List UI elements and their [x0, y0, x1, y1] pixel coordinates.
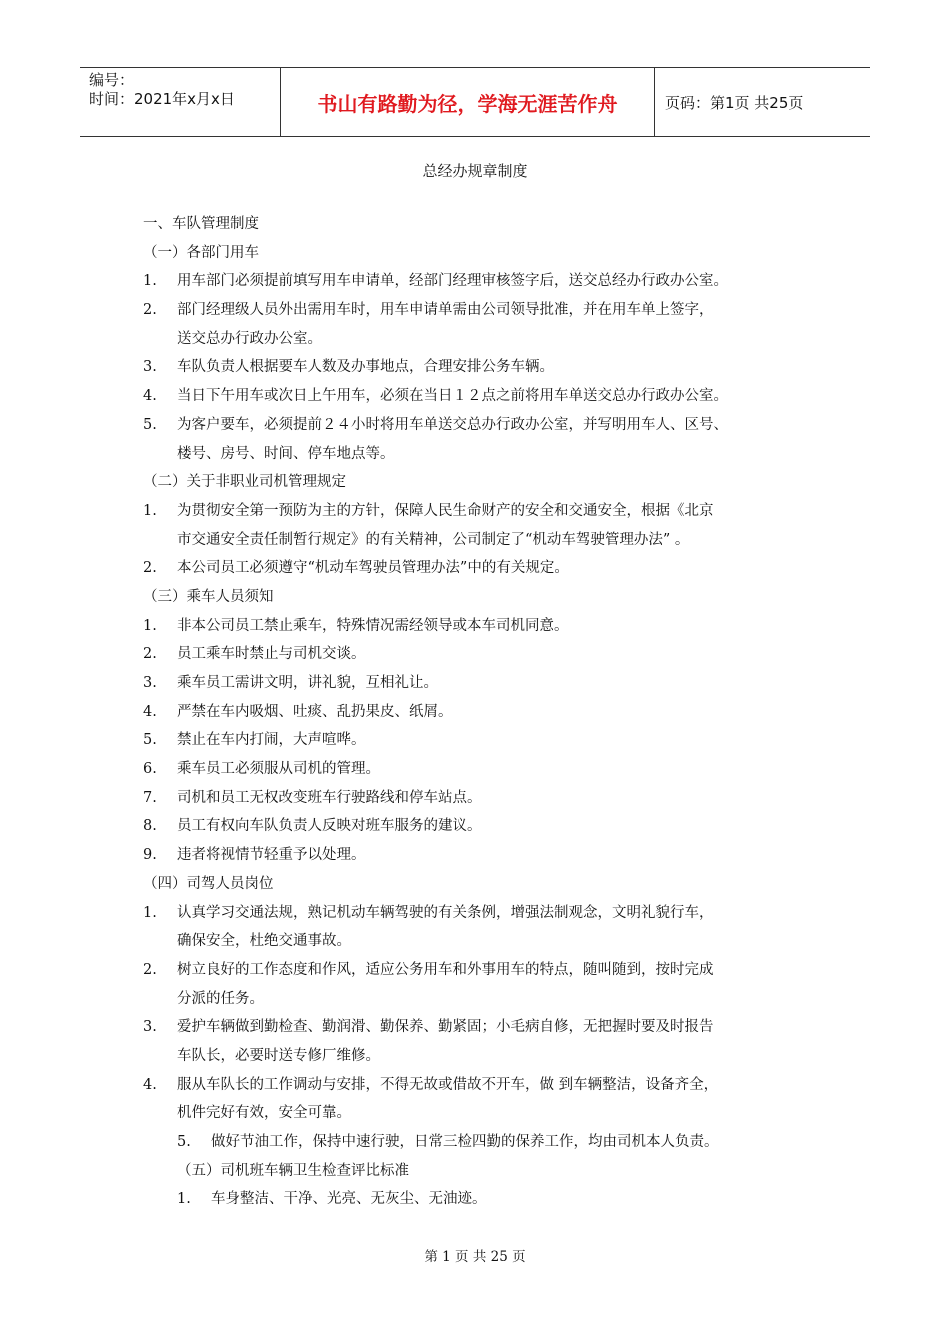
line-text: 爱护车辆做到勤检查、勤润滑、勤保养、勤紧固；小毛病自修，无把握时要及时报告 [177, 1019, 714, 1036]
list-item-number: 3. [143, 359, 157, 376]
line-text: 违者将视情节轻重予以处理。 [177, 847, 366, 864]
list-item-number: 6. [143, 761, 157, 778]
text-line [143, 956, 833, 985]
line-text: 车队长，必要时送专修厂维修。 [177, 1047, 380, 1064]
text-line [143, 1128, 833, 1157]
line-text: （四）司驾人员岗位 [143, 875, 274, 892]
text-line [143, 1013, 833, 1042]
header-motto: 书山有路勤为径，学海无涯苦作舟 [281, 68, 655, 136]
text-line [143, 1071, 833, 1100]
text-line [143, 296, 833, 325]
text-line [143, 325, 833, 354]
line-text: （五）司机班车辆卫生检查评比标准 [177, 1162, 409, 1179]
header-meta [80, 68, 281, 136]
list-item-number: 2. [143, 961, 157, 978]
document-date-label: 时间：2021年x月x日 [89, 90, 235, 108]
list-item-number: 2. [143, 646, 157, 663]
page-header [80, 67, 870, 137]
line-text: 非本公司员工禁止乘车，特殊情况需经领导或本车司机同意。 [177, 617, 569, 634]
page-footer: 第 1 页 共 25 页 [424, 1249, 526, 1265]
line-text: 认真学习交通法规，熟记机动车辆驾驶的有关条例，增强法制观念，文明礼貌行车， [177, 904, 714, 921]
line-text: 用车部门必须提前填写用车申请单，经部门经理审核签字后，送交总经办行政办公室。 [177, 273, 728, 290]
text-line [143, 267, 833, 296]
list-item-number: 4. [143, 703, 157, 720]
text-line [143, 726, 833, 755]
line-text: 一、车队管理制度 [143, 216, 259, 232]
text-line [143, 554, 833, 583]
list-item-number: 2. [143, 560, 157, 577]
line-text: 当日下午用车或次日上午用车，必须在当日１２点之前将用车单送交总办行政办公室。 [177, 388, 728, 405]
text-line [143, 899, 833, 928]
text-line [143, 411, 833, 440]
text-line [143, 1042, 833, 1071]
text-line [143, 669, 833, 698]
list-item-number: 5. [177, 1134, 191, 1150]
text-line [143, 640, 833, 669]
line-text: 为贯彻安全第一预防为主的方针，保障人民生命财产的安全和交通安全，根据《北京 [177, 502, 714, 519]
list-item-number: 4. [143, 1076, 157, 1093]
text-line [143, 985, 833, 1014]
line-text: 为客户要车，必须提前２４小时将用车单送交总办行政办公室，并写明用车人、区号、 [177, 416, 728, 433]
list-item-number: 5. [143, 416, 157, 433]
text-line [143, 870, 833, 899]
line-text: 市交通安全责任制暂行规定》的有关精神，公司制定了“机动车驾驶管理办法” 。 [177, 531, 690, 548]
document-title: 总经办规章制度 [422, 162, 528, 180]
line-text: 部门经理级人员外出需用车时，用车申请单需由公司领导批准，并在用车单上签字， [177, 302, 714, 319]
list-item-number: 4. [143, 388, 157, 405]
text-line [143, 612, 833, 641]
text-line [143, 353, 833, 382]
line-text: 车身整洁、干净、光亮、无灰尘、无油迹。 [211, 1191, 487, 1208]
text-line [143, 841, 833, 870]
text-line [143, 698, 833, 727]
text-line [143, 927, 833, 956]
line-text: 做好节油工作，保持中速行驶，日常三检四勤的保养工作，均由司机本人负责。 [211, 1134, 719, 1150]
line-text: 送交总办行政办公室。 [177, 330, 322, 347]
line-text: （一）各部门用车 [143, 244, 259, 261]
list-item-number: 2. [143, 302, 157, 319]
list-item-number: 9. [143, 847, 157, 864]
text-line [143, 497, 833, 526]
line-text: 乘车员工需讲文明，讲礼貌，互相礼让。 [177, 675, 438, 691]
line-text: 本公司员工必须遵守“机动车驾驶员管理办法”中的有关规定。 [177, 560, 569, 577]
text-line [143, 239, 833, 268]
text-line [143, 526, 833, 555]
list-item-number: 1. [143, 502, 157, 519]
line-text: 楼号、房号、时间、停车地点等。 [177, 445, 395, 462]
line-text: 严禁在车内吸烟、吐痰、乱扔果皮、纸屑。 [177, 703, 453, 720]
line-text: （三）乘车人员须知 [143, 588, 274, 605]
line-text: 禁止在车内打闹，大声喧哗。 [177, 732, 366, 749]
list-item-number: 1. [177, 1191, 191, 1208]
line-text: 树立良好的工作态度和作风，适应公务用车和外事用车的特点，随叫随到，按时完成 [177, 961, 714, 978]
list-item-number: 1. [143, 273, 157, 290]
document-body [143, 210, 833, 1214]
list-item-number: 5. [143, 732, 157, 749]
header-page-info: 页码：第1页 共25页 [665, 93, 804, 112]
text-line [143, 210, 833, 239]
list-item-number: 3. [143, 675, 157, 691]
list-item-number: 8. [143, 818, 157, 835]
list-item-number: 7. [143, 789, 157, 806]
line-text: （二）关于非职业司机管理规定 [143, 474, 346, 491]
line-text: 司机和员工无权改变班车行驶路线和停车站点。 [177, 789, 482, 806]
line-text: 分派的任务。 [177, 990, 264, 1007]
text-line [143, 755, 833, 784]
document-number-label: 编号： [89, 71, 135, 89]
text-line [143, 784, 833, 813]
line-text: 员工乘车时禁止与司机交谈。 [177, 646, 366, 663]
text-line [143, 583, 833, 612]
line-text: 员工有权向车队负责人反映对班车服务的建议。 [177, 818, 482, 835]
text-line [143, 468, 833, 497]
list-item-number: 1. [143, 617, 157, 634]
line-text: 服从车队长的工作调动与安排，不得无故或借故不开车，做 到车辆整洁，设备齐全， [177, 1076, 719, 1093]
line-text: 机件完好有效，安全可靠。 [177, 1105, 351, 1122]
text-line [143, 1099, 833, 1128]
list-item-number: 3. [143, 1019, 157, 1036]
line-text: 乘车员工必须服从司机的管理。 [177, 761, 380, 778]
text-line [143, 1157, 833, 1186]
text-line [143, 812, 833, 841]
text-line [143, 1185, 833, 1214]
text-line [143, 382, 833, 411]
list-item-number: 1. [143, 904, 157, 921]
line-text: 车队负责人根据要车人数及办事地点，合理安排公务车辆。 [177, 359, 554, 376]
line-text: 确保安全，杜绝交通事故。 [177, 933, 351, 950]
text-line [143, 440, 833, 469]
